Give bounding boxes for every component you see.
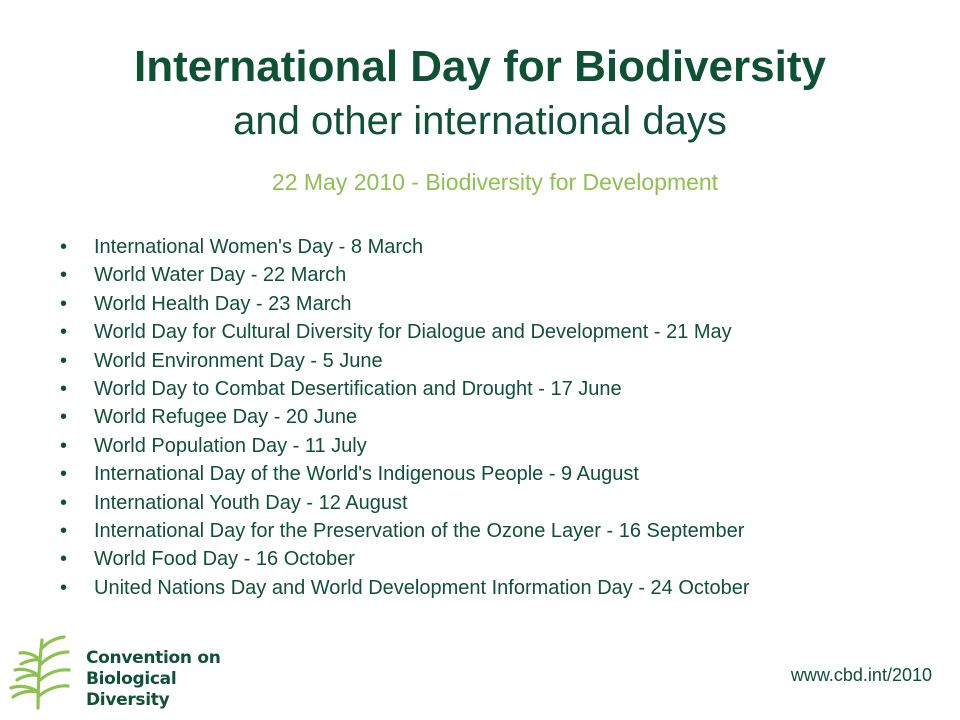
subtitle-date: 22 May 2010 - Biodiversity for Development — [271, 169, 719, 195]
bullet: • — [60, 378, 68, 401]
list-item — [60, 489, 940, 517]
title-main: International Day for Biodiversity — [134, 42, 826, 91]
list-item — [60, 318, 940, 346]
bullet: • — [60, 292, 68, 315]
list-item-text: International Women's Day - 8 March — [94, 236, 424, 258]
bullet: • — [60, 264, 68, 287]
list-item — [60, 375, 940, 403]
list-item-text: International Day of the World's Indigenous People - 9 August — [94, 463, 639, 486]
bullet: • — [60, 236, 68, 258]
plant-sprout-icon — [8, 630, 78, 710]
bullet: • — [60, 349, 68, 372]
list-item-text: World Environment Day - 5 June — [94, 349, 383, 372]
list-item — [60, 347, 940, 375]
list-item-text: World Food Day - 16 October — [94, 548, 355, 571]
bullet: • — [60, 520, 68, 543]
logo-line-2: Biological Diversity — [86, 669, 177, 710]
list-item — [60, 517, 940, 545]
bullet: • — [60, 434, 68, 457]
cbd-logo[interactable] — [8, 630, 248, 710]
bullet: • — [60, 321, 68, 344]
list-item — [60, 290, 940, 318]
list-item — [60, 574, 940, 602]
bullet: • — [60, 576, 68, 599]
list-item-text: International Youth Day - 12 August — [94, 491, 408, 514]
title-sub: and other international days — [233, 99, 727, 143]
bullet: • — [60, 491, 68, 514]
bullet: • — [60, 406, 68, 429]
list-item-text: World Refugee Day - 20 June — [94, 406, 358, 429]
international-days-list — [60, 233, 940, 602]
website-url[interactable]: www.cbd.int/2010 — [790, 665, 932, 685]
list-item — [60, 261, 940, 289]
list-item — [60, 432, 940, 460]
slide-title — [0, 40, 960, 148]
list-item — [60, 545, 940, 573]
logo-wordmark — [86, 648, 248, 711]
bullet: • — [60, 463, 68, 486]
logo-line-1: Convention on — [86, 648, 221, 668]
list-item-text: World Population Day - 11 July — [94, 434, 367, 457]
list-item — [60, 403, 940, 431]
list-item — [60, 460, 940, 488]
list-item-text: International Day for the Preservation of the Ozone Layer - 16 September — [94, 520, 745, 543]
list-item-text: World Day for Cultural Diversity for Dialogue and Development - 21 May — [94, 321, 732, 344]
list-item — [60, 233, 940, 261]
list-item-text: World Day to Combat Desertification and Drought - 17 June — [94, 378, 622, 401]
bullet: • — [60, 548, 68, 571]
list-item-text: World Health Day - 23 March — [94, 292, 352, 315]
list-item-text: United Nations Day and World Development Information Day - 24 October — [94, 576, 750, 599]
list-item-text: World Water Day - 22 March — [94, 264, 347, 287]
